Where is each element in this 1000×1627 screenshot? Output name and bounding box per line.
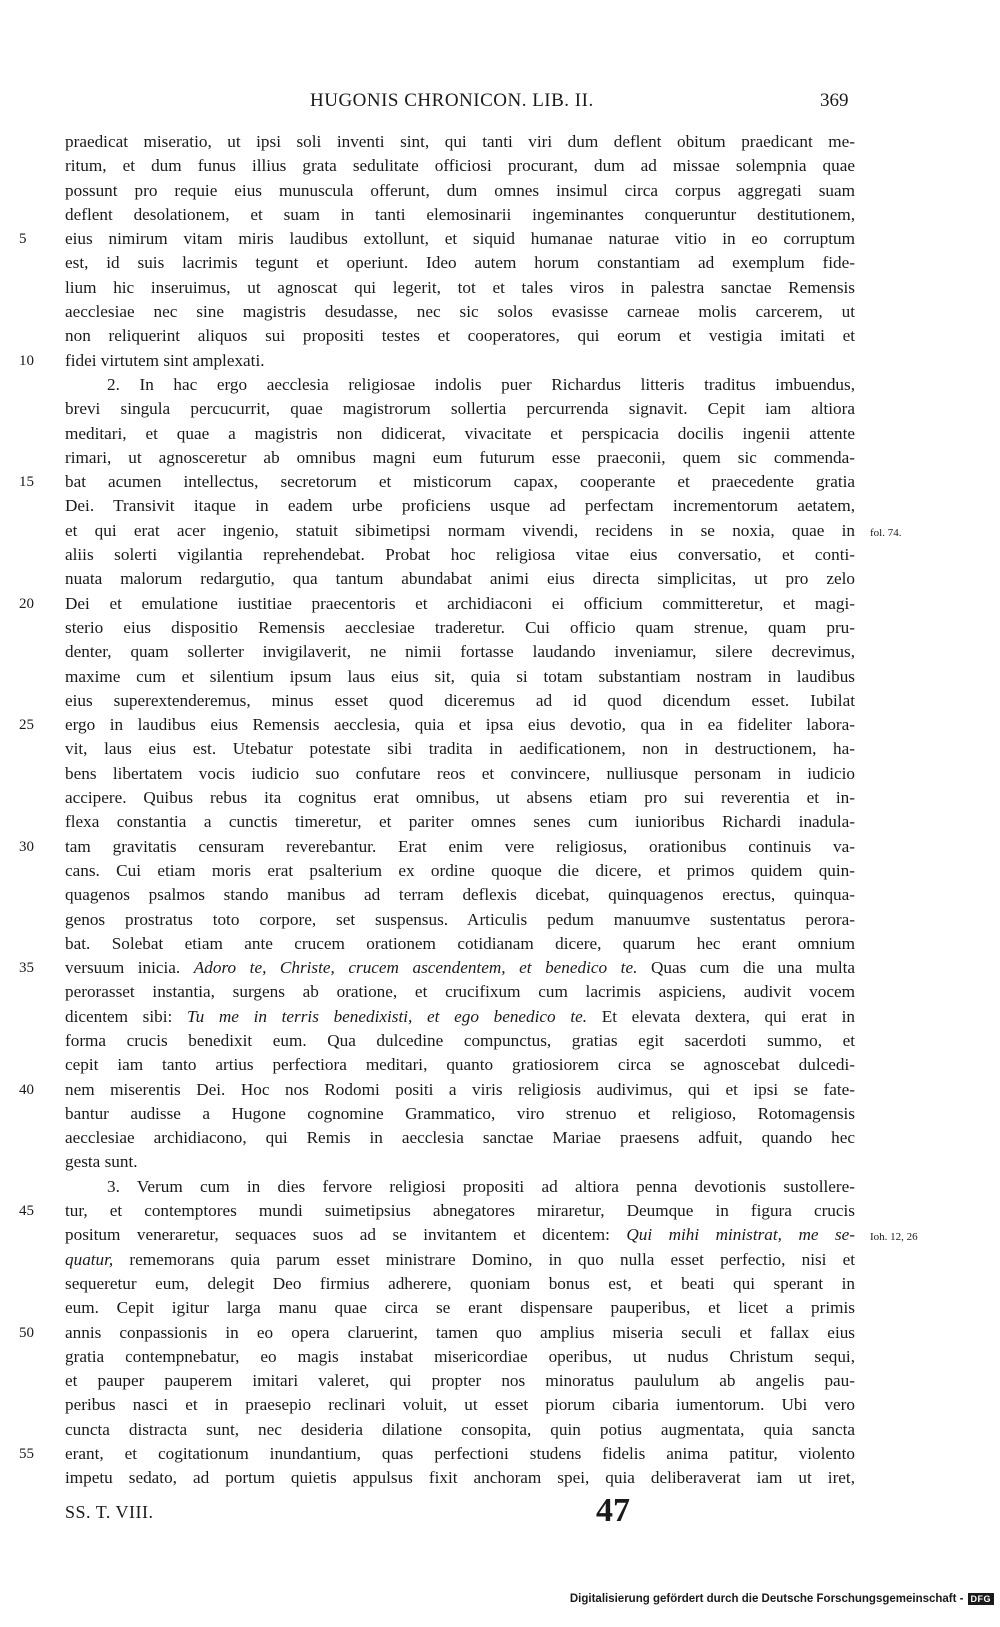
line-text: maxime cum et silentium ipsum laus eius sit, quia si totam substantiam nostram in laudibus	[65, 666, 855, 686]
text-line	[65, 883, 855, 907]
line-text: perorasset instantia, surgens ab oratione, et crucifixum cum lacrimis aspiciens, audivit vocem	[65, 982, 855, 1002]
line-text: lium hic inseruimus, ut agnoscat qui legerit, tot et tales viros in palestra sanctae Remensis	[65, 277, 855, 297]
text-line	[65, 154, 855, 178]
line-text: peribus nasci et in praesepio reclinari voluit, ut esset piorum cibaria iumentorum. Ubi vero	[65, 1395, 855, 1415]
running-title: HUGONIS CHRONICON. LIB. II.	[310, 90, 594, 111]
text-line	[65, 1466, 855, 1490]
text-line	[65, 1369, 855, 1393]
dfg-logo: DFG	[968, 1593, 995, 1605]
line-text: genos prostratus toto corpore, set suspensus. Articulis pedum manuumve sustentatus perora-	[65, 909, 855, 929]
text-line	[65, 1345, 855, 1369]
text-line	[65, 276, 855, 300]
line-number: 45	[19, 1203, 34, 1220]
text-line	[65, 1272, 855, 1296]
line-text: sterio eius dispositio Remensis aecclesiae traderetur. Cui officio quam strenue, quam pru-	[65, 617, 855, 637]
line-text: annis conpassionis in eo opera claruerint, tamen quo amplius miseria seculi et fallax eius	[65, 1322, 855, 1342]
margin-note: fol. 74.	[870, 526, 902, 539]
text-line	[19, 470, 855, 494]
text-line	[19, 227, 855, 251]
text-line	[19, 956, 856, 980]
text-line	[19, 349, 855, 373]
line-number: 20	[19, 595, 34, 612]
text-line	[19, 1321, 855, 1345]
chronicle-text	[19, 130, 918, 1491]
line-text: possunt pro requie eius munuscula offerunt, dum omnes insimul circa corpus aggregati suam	[65, 180, 855, 200]
text-line	[65, 1029, 855, 1053]
line-text: non reliquerint aliquos sui propositi testes et cooperatores, qui eorum et vestigia imitati et	[65, 326, 855, 346]
line-text: et pauper pauperem imitari valeret, qui propter nos minoratus paululum ab angelis pau-	[65, 1371, 855, 1391]
line-text: eius superextenderemus, minus esset quod diceremus ad id quod dicendum esset. Iubilat	[65, 690, 855, 710]
line-text: vit, laus eius est. Utebatur potestate sibi tradita in aedificationem, non in destructionem, ha-	[65, 739, 855, 759]
text-line	[65, 689, 855, 713]
line-text: 3. Verum cum in dies fervore religiosi propositi ad altiora penna devotionis sustollere-	[107, 1176, 855, 1196]
page-header	[0, 90, 1000, 116]
line-number: 10	[19, 352, 34, 369]
line-number: 55	[19, 1446, 34, 1463]
line-text: rememorans quia parum esset ministrare Domino, in quo nulla esset perfectio, nisi et	[129, 1249, 856, 1269]
text-line	[65, 130, 855, 154]
page-footer	[0, 1492, 1000, 1542]
line-text: bantur audisse a Hugone cognomine Grammatico, viro strenuo et religioso, Rotomagensis	[65, 1103, 855, 1123]
line-text: aecclesiae archidiacono, qui Remis in aecclesia sanctae Mariae praesens adfuit, quando hec	[65, 1128, 855, 1148]
line-text: flexa constantia a cunctis timeretur, et pariter omnes senes cum iunioribus Richardi inadula-	[65, 812, 855, 832]
line-text: gesta sunt.	[65, 1152, 138, 1172]
sheet-number: 47	[596, 1492, 630, 1529]
text-line	[65, 1005, 855, 1029]
text-line	[65, 324, 855, 348]
line-text: impetu sedato, ad portum quietis appulsus fixit anchoram spei, quia deliberaverat iam ut iret,	[65, 1468, 855, 1488]
text-line	[65, 932, 855, 956]
line-text: et qui erat acer ingenio, statuit sibimetipsi normam vivendi, recidens in se noxia, quae in	[65, 520, 855, 540]
text-line	[19, 835, 855, 859]
line-text: 2. In hac ergo aecclesia religiosae indolis puer Richardus litteris traditus imbuendus,	[107, 374, 855, 394]
line-text: est, id suis lacrimis tegunt et operiunt. Ideo autem horum constantiam ad exemplum fide-	[65, 253, 855, 273]
text-line	[65, 1175, 855, 1199]
text-line	[65, 1296, 855, 1320]
line-text: brevi singula percucurrit, quae magistrorum sollertia percurrenda signavit. Cepit iam altiora	[65, 399, 855, 419]
line-text: bat acumen intellectus, secretorum et misticorum capax, cooperante et praecedente gratia	[65, 472, 855, 492]
text-line	[65, 397, 855, 421]
text-line	[65, 300, 855, 324]
text-line	[19, 1199, 855, 1223]
line-text: denter, quam sollerter invigilaverit, ne nimii fortasse laudando inveniamur, silere decrevimus,	[65, 642, 855, 662]
line-number: 35	[19, 960, 34, 977]
line-text: cans. Cui etiam moris erat psalterium ex ordine quoque die dicere, et primos quidem quin-	[65, 860, 855, 880]
line-text: nuata malorum redargutio, qua tantum abundabat animi eius directa simplicitas, ut pro zelo	[65, 569, 855, 589]
line-text: deflent desolationem, et suam in tanti elemosinarii ingeminantes conqueruntur destitutionem,	[65, 204, 855, 224]
line-text: positum veneraretur, sequaces suos ad se invitantem et dicentem:	[65, 1225, 610, 1245]
text-line	[19, 592, 855, 616]
signature-mark: SS. T. VIII.	[65, 1502, 154, 1522]
line-text: versuum inicia.	[65, 958, 181, 978]
text-line	[65, 1102, 855, 1126]
line-text: tam gravitatis censuram reverebantur. Erat enim vere religiosus, orationibus continuis va-	[65, 836, 855, 856]
line-number: 30	[19, 838, 34, 855]
text-line	[65, 251, 855, 275]
text-line	[65, 810, 855, 834]
text-line	[65, 980, 855, 1004]
text-line	[65, 1223, 918, 1247]
text-line	[65, 1126, 855, 1150]
quotation: Qui mihi ministrat, me se-	[626, 1225, 855, 1245]
line-text: quagenos psalmos stando manibus ad terram deflexis dicebat, quinquagenos erectus, quinqua-	[65, 885, 855, 905]
text-line	[65, 203, 855, 227]
line-text: bat. Solebat etiam ante crucem orationem cotidianam dicere, quarum hec erant omnium	[65, 933, 855, 953]
line-text: Dei et emulatione iustitiae praecentoris et archidiaconi ei officium committeretur, et magi-	[65, 593, 855, 613]
line-text: eius nimirum vitam miris laudibus extollunt, et siquid humanae naturae vitio in eo corruptum	[65, 229, 855, 249]
text-line	[65, 179, 855, 203]
text-line	[65, 1248, 855, 1272]
line-number: 5	[19, 231, 27, 248]
text-line	[65, 737, 855, 761]
text-line	[65, 543, 855, 567]
text-line	[65, 1418, 855, 1442]
line-text: rimari, ut agnosceretur ab omnibus magni eum futurum esse praeconii, quem sic commenda-	[65, 447, 855, 467]
digitization-credit	[570, 1593, 994, 1605]
text-line	[65, 494, 855, 518]
line-text: sequeretur eum, delegit Deo firmius adherere, quoniam bonus est, et beati qui sperant in	[65, 1273, 855, 1293]
credit-text: Digitalisierung gefördert durch die Deutsche Forschungsgemeinschaft -	[569, 1593, 964, 1605]
line-text: forma crucis benedixit eum. Qua dulcedine compunctus, gratias egit sacerdoti summo, et	[65, 1030, 855, 1050]
line-text: cuncta distracta sunt, nec desideria dilatione consopita, quin potius augmentata, quia sancta	[65, 1419, 855, 1439]
margin-note: Ioh. 12, 26	[870, 1231, 918, 1244]
quotation: Adoro te, Christe, crucem ascendentem, et benedico te.	[193, 958, 638, 978]
quotation: quatur,	[65, 1249, 114, 1269]
line-text: aliis solerti vigilantia reprehendebat. Probat hoc religiosa vitae eius conversatio, et conti-	[65, 545, 855, 565]
text-line	[65, 616, 855, 640]
text-line	[65, 786, 855, 810]
line-number: 50	[19, 1324, 34, 1341]
text-line	[65, 859, 855, 883]
text-line	[19, 1442, 855, 1466]
line-text: nem miserentis Dei. Hoc nos Rodomi positi a viris religiosis audivimus, qui et ipsi se fate-	[65, 1079, 855, 1099]
line-text: ergo in laudibus eius Remensis aecclesia, quia et ipsa eius devotio, qua in ea fideliter labora-	[65, 715, 855, 735]
line-number: 25	[19, 717, 34, 734]
line-text: gratia contempnebatur, eo magis instabat misericordiae operibus, ut nudus Christum sequi,	[65, 1346, 855, 1366]
text-line	[65, 1393, 855, 1417]
text-line	[19, 713, 855, 737]
text-line	[65, 519, 902, 543]
text-line	[65, 665, 855, 689]
text-line	[65, 762, 855, 786]
line-text: erant, et cogitationum inundantium, quas perfectioni studens fidelis anima patitur, violento	[65, 1444, 855, 1464]
line-text: bens libertatem vocis iudicio suo confutare reos et convincere, nulliusque personam in iudicio	[65, 763, 855, 783]
line-text: ritum, et dum funus illius grata sedulitate officiosi procurant, dum ad missae solempnia quae	[65, 156, 855, 176]
line-number: 40	[19, 1081, 34, 1098]
page-number: 369	[820, 90, 849, 111]
line-text: Quas cum die una multa	[650, 958, 856, 978]
line-text: eum. Cepit igitur larga manu quae circa se erant dispensare pauperibus, et licet a primis	[65, 1298, 855, 1318]
text-line	[65, 422, 855, 446]
line-text: praedicat miseratio, ut ipsi soli inventi sint, qui tanti viri dum deflent obitum praedicant me-	[65, 132, 855, 151]
text-line	[65, 446, 855, 470]
line-text: fidei virtutem sint amplexati.	[65, 350, 265, 370]
line-text: dicentem sibi:	[65, 1006, 173, 1026]
line-text: aecclesiae nec sine magistris desudasse, nec sic solos evasisse carneae molis carcerem, ut	[65, 302, 855, 322]
line-text: tur, et contemptores mundi suimetipsius abnegatores miraretur, Deumque in figura crucis	[65, 1201, 855, 1221]
text-line	[65, 908, 855, 932]
text-line	[19, 1078, 855, 1102]
line-text: accipere. Quibus rebus ita cognitus erat omnibus, ut absens etiam pro sui reverentia et in-	[65, 788, 855, 808]
line-text: cepit iam tanto artius perfectiora meditari, quanto gratiosiorem circa se agnoscebat dulcedi-	[65, 1055, 855, 1075]
line-text: Dei. Transivit itaque in eadem urbe proficiens usque ad perfectam incrementorum aetatem,	[65, 496, 855, 516]
text-line	[65, 1150, 855, 1174]
line-text: meditari, et quae a magistris non didicerat, vivacitate et perspicacia docilis ingenii attente	[65, 423, 855, 443]
line-text: Et elevata dextera, qui erat in	[601, 1006, 856, 1026]
quotation: Tu me in terris benedixisti, et ego benedico te.	[186, 1006, 588, 1026]
line-number: 15	[19, 474, 34, 491]
text-line	[65, 567, 855, 591]
text-line	[65, 1053, 855, 1077]
text-line	[65, 373, 855, 397]
text-line	[65, 640, 855, 664]
